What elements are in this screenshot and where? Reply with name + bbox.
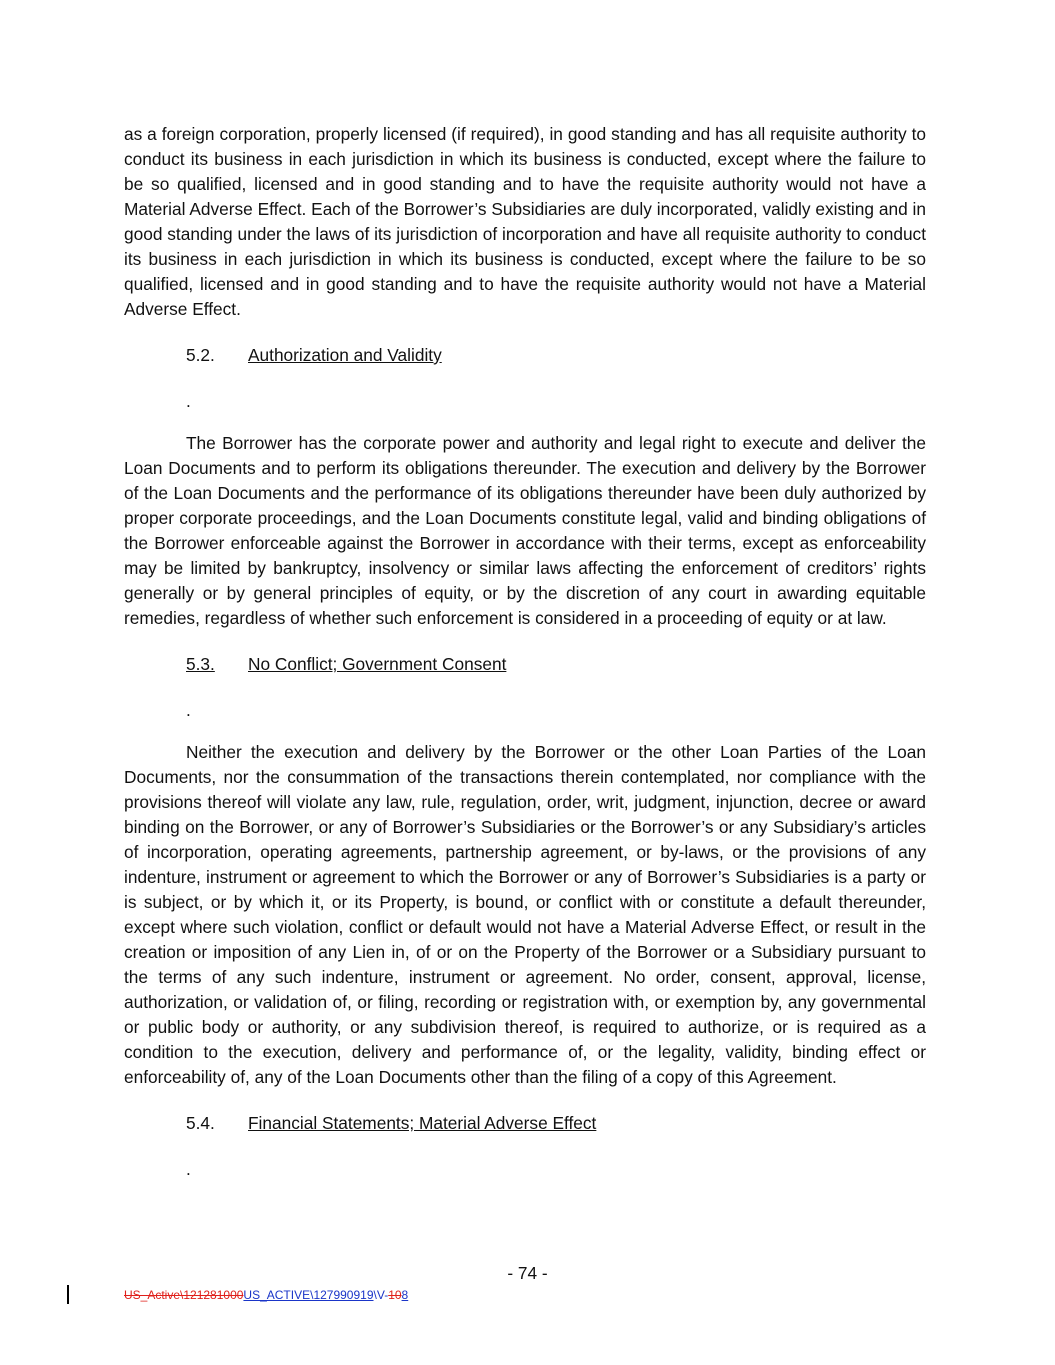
section-heading-5-4 — [186, 1111, 926, 1136]
section-heading-5-3 — [186, 652, 926, 677]
paragraph-5-3: Neither the execution and delivery by the Borrower or the other Loan Parties of the Loan Documents, nor the consummation of the transactions therein contemplated, nor compliance with the provisions thereof will violate any law, rule, regulation, order, writ, judgment, injunction, decree or award binding on the Borrower, or any of Borrower’s Subsidiaries or the Borrower’s or any Subsidiary’s articles of incorporation, operating agreements, partnership agreement, or by-laws, or the provisions of any indenture, instrument or agreement to which the Borrower or any of Borrower’s Subsidiaries is a party or is subject, or by which it, or its Property, is bound, or conflict with or constitute a default thereunder, except where such violation, conflict or default would not have a Material Adverse Effect, or result in the creation or imposition of any Lien in, of or on the Property of the Borrower or a Subsidiary pursuant to the terms of any such indenture, instrument or agreement. No order, consent, approval, license, authorization, or validation of, or filing, recording or registration with, or exemption by, any governmental or public body or authority, or any subdivision thereof, is required to authorize, or is required as a condition to the execution, delivery and performance of, or the legality, validity, binding effect or enforceability of, any of the Loan Documents other than the filing of a copy of this Agreement. — [124, 742, 926, 1087]
section-dot: . — [186, 391, 191, 411]
change-bar — [67, 1285, 69, 1304]
section-title: No Conflict; Government Consent — [248, 654, 507, 674]
section-dot: . — [186, 700, 191, 720]
footer-inserted-version: 8 — [401, 1288, 409, 1302]
section-heading-5-2 — [186, 343, 926, 368]
section-title: Authorization and Validity — [248, 345, 442, 365]
page-number: - 74 - — [507, 1263, 548, 1283]
paragraph-5-1-continued: as a foreign corporation, properly licensed (if required), in good standing and has all requisite authority to conduct its business in each jurisdiction in which its business is conducted, except where the failure to be so qualified, licensed and in good standing and to have the requisite authority would not have a Material Adverse Effect. Each of the Borrower’s Subsidiaries are duly incorporated, validly existing and in good standing under the laws of its jurisdiction of incorporation and have all requisite authority to conduct its business in each jurisdiction in which its business is conducted, except where the failure to be so qualified, licensed and in good standing and to have the requisite authority would not have a Material Adverse Effect. — [124, 124, 926, 319]
footer-version-prefix: \V- — [373, 1288, 389, 1302]
document-footer-id — [124, 1287, 408, 1303]
document-page — [124, 122, 926, 1182]
footer-deleted-id: US_Active\121281000 — [124, 1288, 244, 1302]
section-title: Financial Statements; Material Adverse Effect — [248, 1113, 597, 1133]
paragraph-5-2: The Borrower has the corporate power and authority and legal right to execute and deliver the Loan Documents and to perform its obligations thereunder. The execution and delivery by the Borrower of the Loan Documents and the performance of its obligations thereunder have been duly authorized by proper corporate proceedings, and the Loan Documents constitute legal, valid and binding obligations of the Borrower enforceable against the Borrower in accordance with their terms, except as enforceability may be limited by bankruptcy, insolvency or similar laws affecting the enforcement of creditors’ rights generally or by general principles of equity, or by the discretion of any court in awarding equitable remedies, regardless of whether such enforcement is considered in a proceeding of equity or at law. — [124, 433, 926, 628]
section-number: 5.4. — [186, 1113, 215, 1133]
footer-inserted-id: US_ACTIVE\127990919 — [243, 1288, 374, 1302]
section-dot: . — [186, 1159, 191, 1179]
footer-deleted-version: 10 — [388, 1288, 402, 1302]
section-number: 5.3. — [186, 654, 215, 674]
section-number: 5.2. — [186, 345, 215, 365]
